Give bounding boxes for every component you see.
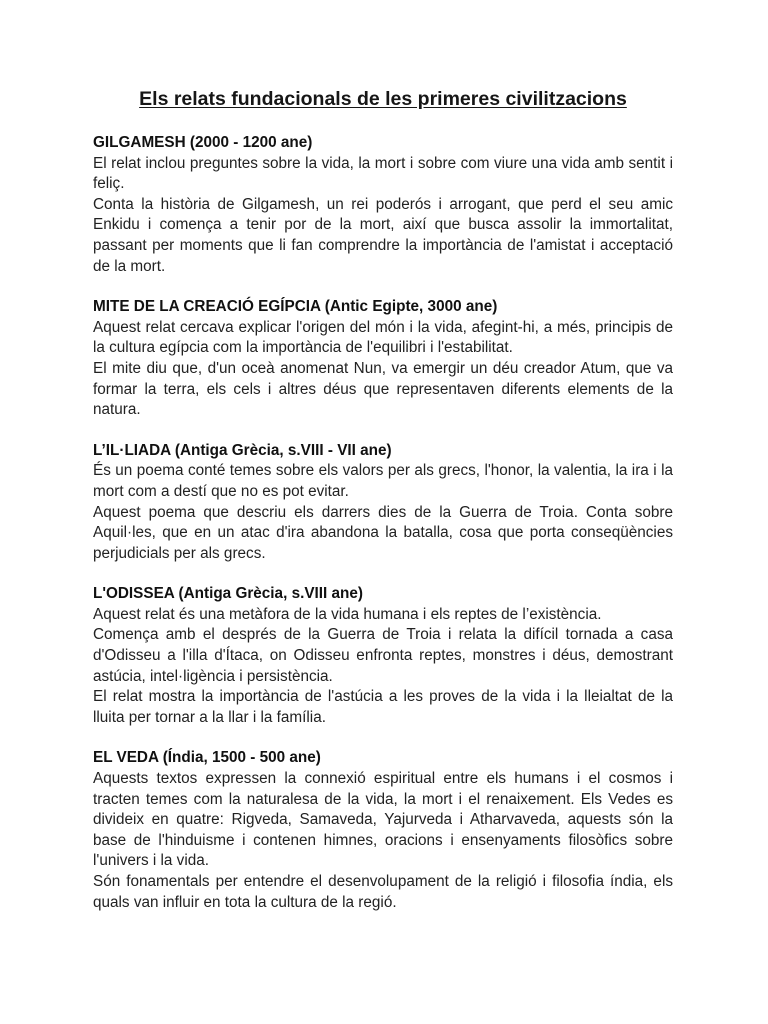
section-gilgamesh bbox=[93, 133, 673, 277]
section-heading: L'ODISSEA (Antiga Grècia, s.VIII ane) bbox=[93, 585, 363, 603]
section-paragraph: Aquest relat cercava explicar l'origen del món i la vida, afegint-hi, a més, principis de la cultura egípcia com la importància de l'equilibri i l'estabilitat. bbox=[93, 318, 673, 357]
section-paragraph: Aquest poema que descriu els darrers dies de la Guerra de Troia. Conta sobre Aquil·les, que en un atac d'ira abandona la batalla, cosa que porta conseqüències perjudicials per als grecs. bbox=[93, 503, 673, 562]
section-heading: MITE DE LA CREACIÓ EGÍPCIA (Antic Egipte, 3000 ane) bbox=[93, 298, 498, 316]
document-title: Els relats fundacionals de les primeres civilitzacions bbox=[139, 88, 627, 110]
section-odissea bbox=[93, 584, 673, 728]
section-mite-creacio-egipcia bbox=[93, 297, 673, 421]
section-heading: EL VEDA (Índia, 1500 - 500 ane) bbox=[93, 749, 321, 767]
section-illiada bbox=[93, 441, 673, 565]
section-paragraph: Aquest relat és una metàfora de la vida humana i els reptes de l’existència. bbox=[93, 605, 602, 623]
section-paragraph: El relat inclou preguntes sobre la vida, la mort i sobre com viure una vida amb sentit i feliç. bbox=[93, 154, 673, 193]
section-paragraph: El relat mostra la importància de l'astúcia a les proves de la vida i la lleialtat de la lluita per tornar a la llar i la família. bbox=[93, 688, 673, 726]
section-paragraph: És un poema conté temes sobre els valors per als grecs, l'honor, la valentia, la ira i la mort com a destí que no es pot evitar. bbox=[93, 462, 673, 500]
section-paragraph: Comença amb el després de la Guerra de Troia i relata la difícil tornada a casa d'Odisseu a l'illa d'Ítaca, on Odisseu enfronta reptes, monstres i déus, demostrant astúcia, intel·ligència i persistència. bbox=[93, 626, 673, 685]
document-page bbox=[93, 86, 673, 933]
section-paragraph: Conta la història de Gilgamesh, un rei poderós i arrogant, que perd el seu amic Enkidu i comença a tenir por de la mort, així que busca assolir la immortalitat, passant per moments que li fan comprendre la importància de l'amistat i acceptació de la mort. bbox=[93, 195, 673, 275]
section-paragraph: El mite diu que, d'un oceà anomenat Nun, va emergir un déu creador Atum, que va formar la terra, els cels i altres déus que representaven diferents elements de la natura. bbox=[93, 359, 673, 419]
section-veda bbox=[93, 748, 673, 913]
section-heading: GILGAMESH (2000 - 1200 ane) bbox=[93, 134, 313, 151]
section-heading: L’IL·LIADA (Antiga Grècia, s.VIII - VII ane) bbox=[93, 441, 392, 459]
section-paragraph: Aquests textos expressen la connexió espiritual entre els humans i el cosmos i tracten temes com la naturalesa de la vida, la mort i el renaixement. Els Vedes es divideix en quatre: Rigveda, Samaveda, Yajurveda i Atharvaveda, aquests són la base de l'hinduisme i contenen himnes, oracions i ensenyaments filosòfics sobre l'univers i la vida. bbox=[93, 770, 673, 870]
section-paragraph: Són fonamentals per entendre el desenvolupament de la religió i filosofia índia, els quals van influir en tota la cultura de la regió. bbox=[93, 873, 673, 911]
